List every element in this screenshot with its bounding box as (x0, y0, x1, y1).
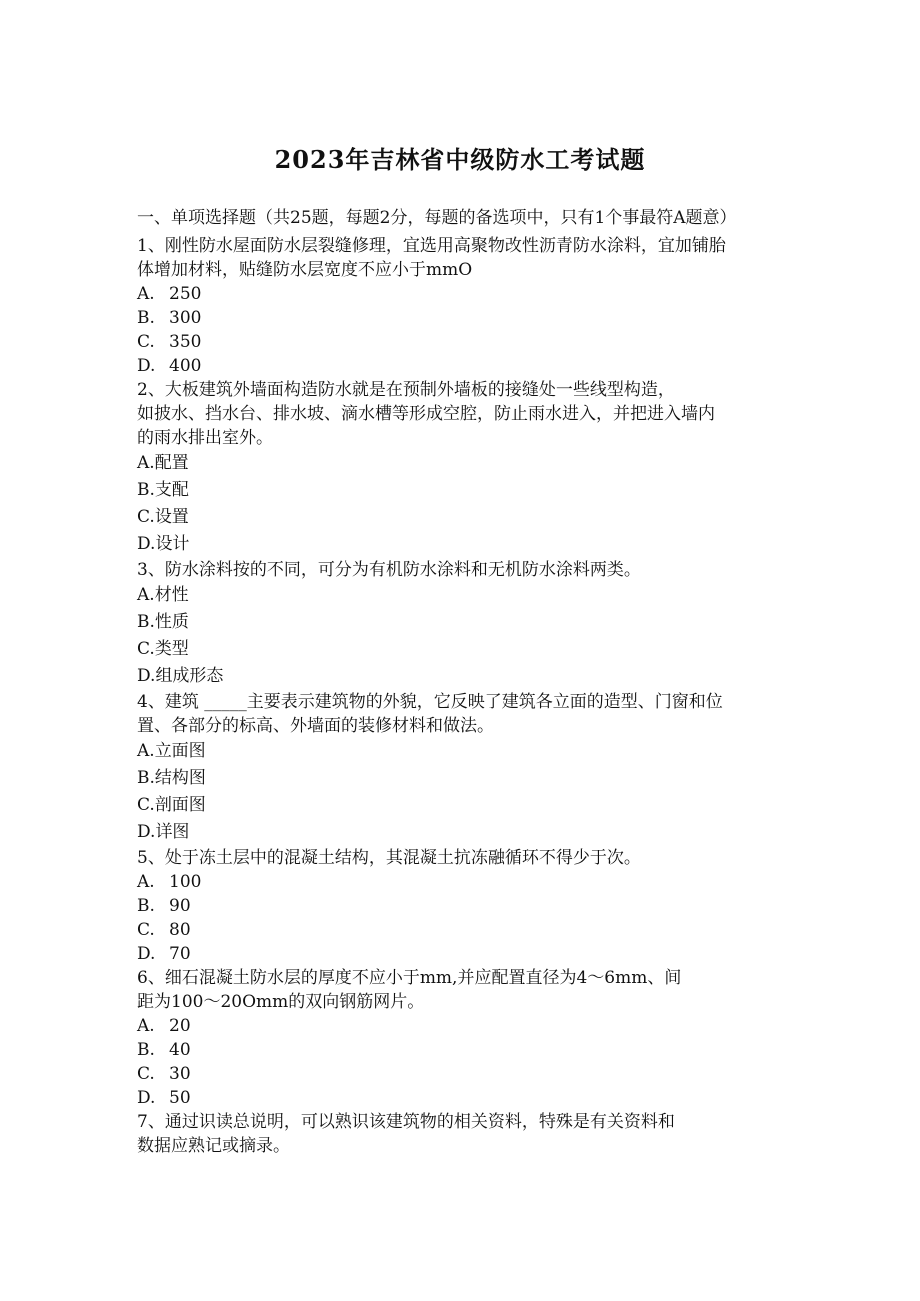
question-text: 距为100～20Omm的双向钢筋网片。 (137, 992, 425, 1012)
option-text: 100 (169, 872, 202, 892)
option-text: 支配 (154, 480, 189, 500)
option-text: 设计 (155, 534, 190, 554)
question-2 (137, 378, 787, 558)
option-text: 90 (169, 896, 191, 916)
option-d (137, 1086, 787, 1110)
question-text: 数据应熟记或摘录。 (137, 1136, 290, 1156)
option-key: C. (137, 1064, 155, 1084)
question-text: 的雨水排出室外。 (137, 428, 273, 448)
option-a (137, 870, 787, 894)
option-text: 剖面图 (154, 795, 206, 815)
question-text: 体增加材料，贴缝防水层宽度不应小于mmO (137, 260, 473, 280)
option-key: D. (137, 356, 156, 376)
question-text: 4、建筑 _____主要表示建筑物的外貌，它反映了建筑各立面的造型、门窗和位 (137, 692, 723, 712)
option-a (137, 582, 787, 609)
option-key: B. (137, 1040, 155, 1060)
option-text: 350 (169, 332, 202, 352)
option-text: 设置 (154, 507, 189, 527)
question-4 (137, 690, 787, 846)
option-b (137, 609, 787, 636)
option-b (137, 894, 787, 918)
option-b (137, 765, 787, 792)
option-text: 详图 (155, 822, 190, 842)
option-key: B. (137, 480, 155, 500)
option-key: A. (137, 585, 155, 605)
option-text: 类型 (154, 639, 189, 659)
question-text: 2、大板建筑外墙面构造防水就是在预制外墙板的接缝处一些线型构造， (137, 380, 675, 400)
option-key: C. (137, 795, 155, 815)
option-text: 结构图 (154, 768, 206, 788)
option-a (137, 1014, 787, 1038)
question-text: 如披水、挡水台、排水坡、滴水槽等形成空腔，防止雨水进入，并把进入墙内 (137, 404, 715, 424)
option-text: 70 (169, 944, 191, 964)
option-d (137, 942, 787, 966)
option-key: D. (137, 822, 156, 842)
option-text: 性质 (154, 612, 189, 632)
option-d (137, 819, 787, 846)
question-6 (137, 966, 787, 1110)
option-text: 材性 (154, 585, 189, 605)
question-text: 7、通过识读总说明，可以熟识该建筑物的相关资料，特殊是有关资料和 (137, 1112, 675, 1132)
option-key: B. (137, 768, 155, 788)
option-text: 300 (169, 308, 202, 328)
option-key: A. (137, 284, 155, 304)
option-c (137, 330, 787, 354)
option-b (137, 1038, 787, 1062)
option-key: A. (137, 1016, 155, 1036)
option-c (137, 636, 787, 663)
option-key: C. (137, 507, 155, 527)
page-title: 2023年吉林省中级防水工考试题 (274, 145, 646, 174)
option-text: 50 (169, 1088, 191, 1108)
option-c (137, 792, 787, 819)
option-key: B. (137, 308, 155, 328)
option-d (137, 531, 787, 558)
section-heading: 一、单项选择题（共25题，每题2分，每题的备选项中，只有1个事最符A题意） (137, 208, 737, 228)
option-text: 20 (169, 1016, 191, 1036)
option-text: 400 (169, 356, 202, 376)
option-key: A. (137, 453, 155, 473)
option-text: 250 (169, 284, 202, 304)
option-key: C. (137, 332, 155, 352)
question-3 (137, 558, 787, 690)
option-text: 80 (169, 920, 191, 940)
option-key: C. (137, 920, 155, 940)
option-key: B. (137, 896, 155, 916)
option-text: 组成形态 (155, 666, 224, 686)
option-d (137, 663, 787, 690)
option-d (137, 354, 787, 378)
option-key: D. (137, 944, 156, 964)
option-c (137, 1062, 787, 1086)
question-text: 置、各部分的标高、外墙面的装修材料和做法。 (137, 716, 494, 736)
question-1 (137, 234, 787, 378)
option-c (137, 918, 787, 942)
question-text: 1、刚性防水屋面防水层裂缝修理，宜选用高聚物改性沥青防水涂料，宜加铺胎 (137, 236, 726, 256)
option-a (137, 450, 787, 477)
option-key: D. (137, 534, 156, 554)
option-key: A. (137, 741, 155, 761)
option-a (137, 738, 787, 765)
option-key: A. (137, 872, 155, 892)
option-text: 30 (169, 1064, 191, 1084)
option-key: D. (137, 666, 156, 686)
question-text: 3、防水涂料按的不同，可分为有机防水涂料和无机防水涂料两类。 (137, 560, 641, 580)
option-text: 配置 (154, 453, 189, 473)
question-5 (137, 846, 787, 966)
option-key: D. (137, 1088, 156, 1108)
question-text: 5、处于冻土层中的混凝土结构，其混凝土抗冻融循环不得少于次。 (137, 848, 641, 868)
option-a (137, 282, 787, 306)
option-b (137, 306, 787, 330)
question-7 (137, 1110, 787, 1158)
document-body (137, 206, 787, 1158)
option-text: 40 (169, 1040, 191, 1060)
option-key: C. (137, 639, 155, 659)
option-text: 立面图 (154, 741, 206, 761)
question-text: 6、细石混凝土防水层的厚度不应小于mm,并应配置直径为4～6mm、间 (137, 968, 682, 988)
option-key: B. (137, 612, 155, 632)
option-b (137, 477, 787, 504)
option-c (137, 504, 787, 531)
